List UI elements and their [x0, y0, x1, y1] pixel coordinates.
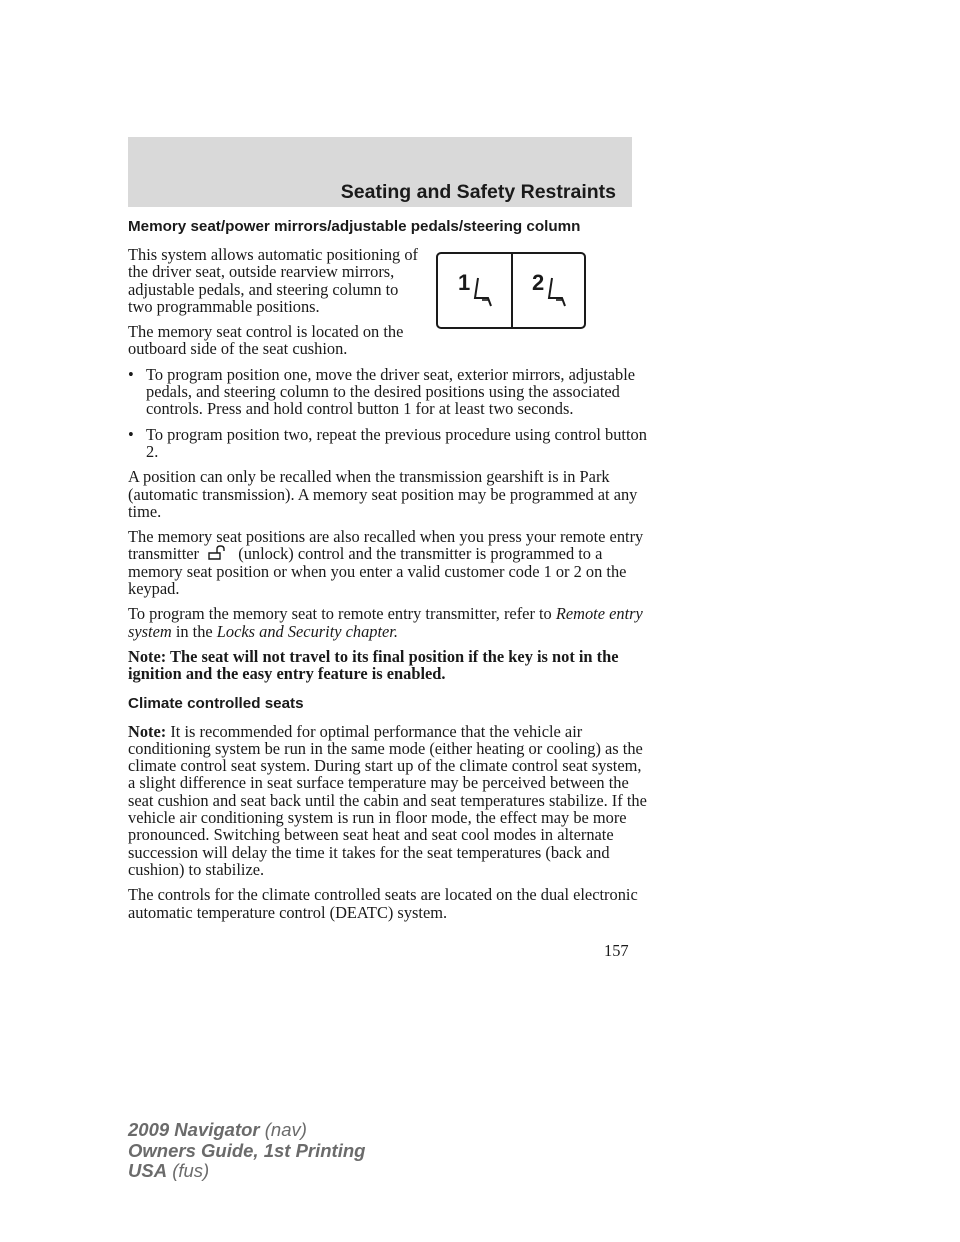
bullet-text: To program position one, move the driver seat, exterior mirrors, adjustable pedals, and steering column to the desired positions using the associated controls. Press and hold control button 1 for at least two seconds. — [146, 364, 636, 419]
footer-line-3 — [128, 1161, 365, 1182]
footer-model: 2009 Navigator — [128, 1119, 260, 1140]
program-middle: in the — [175, 621, 213, 641]
program-paragraph — [128, 605, 648, 640]
memory-seat-heading: Memory seat/power mirrors/adjustable pedals/steering column — [128, 218, 581, 235]
bullet-symbol: • — [128, 364, 134, 384]
header-band — [128, 137, 632, 207]
footer-line-2: Owners Guide, 1st Printing — [128, 1139, 366, 1161]
memory-seat-note: Note: The seat will not travel to its final position if the key is not in the ignition and the easy entry feature is enabled. — [128, 646, 619, 684]
section-title: Seating and Safety Restraints — [340, 181, 616, 203]
program-prefix: To program the memory seat to remote entry transmitter, refer to — [128, 604, 552, 624]
memory-seat-location: The memory seat control is located on the outboard side of the seat cushion. — [128, 322, 404, 359]
remote-text-after: (unlock) control and the transmitter is programmed to a memory seat position or when you enter a valid customer code 1 or 2 on the keypad. — [128, 544, 627, 599]
climate-note-paragraph — [128, 723, 648, 879]
climate-seats-heading: Climate controlled seats — [128, 694, 304, 712]
memory-button-1-number: 1 — [458, 270, 471, 295]
bullet-text: To program position two, repeat the previous procedure using control button 2. — [146, 424, 647, 461]
bullet-item — [128, 366, 648, 418]
recall-paragraph: A position can only be recalled when the transmission gearshift is in Park (automatic transmission). A memory seat position may be programmed at any time. — [128, 467, 638, 521]
memory-seat-intro: This system allows automatic positioning of the driver seat, outside rearview mirrors, adjustable pedals, and steering column to two programmable positions. — [128, 245, 418, 316]
footer-market-code: (fus) — [172, 1160, 210, 1181]
remote-entry-reference: Remote entry system — [128, 604, 643, 641]
unlock-icon — [206, 545, 226, 561]
footer-line-1 — [128, 1120, 365, 1141]
footer-model-code: (nav) — [264, 1119, 307, 1140]
page-content — [128, 218, 648, 929]
footer-market: USA — [128, 1160, 168, 1181]
note-text: It is recommended for optimal performance that the vehicle air conditioning system be run in the same mode (either heating or cooling) as the climate control seat system. During start up of the climate control seat system, a slight difference in seat surface temperature may be perceived between the seat cushion and seat back until the cabin and seat temperatures stabilize. If the vehicle air conditioning system is run in floor mode, the effect may be more pronounced. Switching between seat heat and seat cool modes in alternate succession will delay the time it takes for the seat temperatures (back and cushion) to stabilize. — [128, 721, 647, 879]
footer-print-info — [128, 1120, 365, 1182]
chapter-reference: Locks and Security chapter. — [216, 621, 398, 641]
remote-text-before: The memory seat positions are also recalled when you press your remote entry transmitter — [128, 527, 644, 564]
memory-button-2-number: 2 — [532, 270, 545, 295]
climate-controls-paragraph: The controls for the climate controlled seats are located on the dual electronic automatic temperature control (DEATC) system. — [128, 885, 638, 922]
bullet-symbol: • — [128, 424, 134, 444]
remote-paragraph — [128, 528, 648, 597]
note-label: Note: — [128, 721, 167, 741]
page-number: 157 — [604, 941, 629, 960]
bullet-item — [128, 426, 648, 461]
